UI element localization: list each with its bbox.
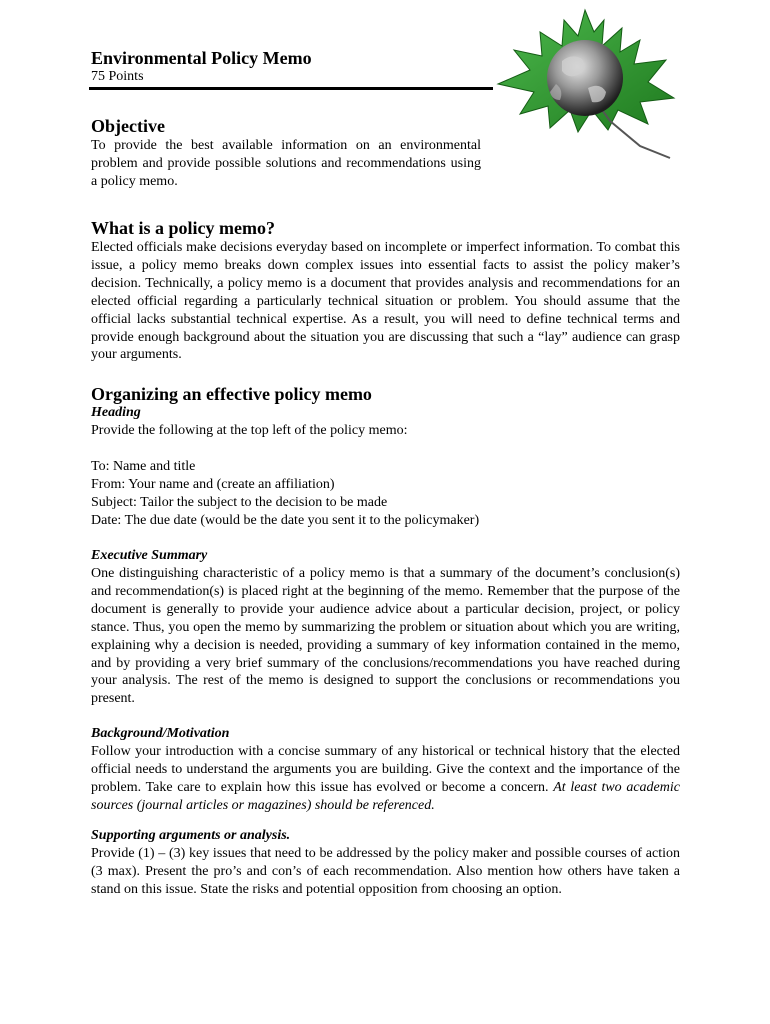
background-requirement: At least two academic sources (journal articles or magazines) should be referenced. <box>91 779 680 813</box>
supporting-subheading: Supporting arguments or analysis. <box>91 828 291 843</box>
what-is-text: Elected officials make decisions everyday based on incomplete or imperfect information. To combat this issue, a policy memo breaks down complex issues into essential facts to assist the policy maker’s decision. Technically, a policy memo is a document that provides analysis and recommendations for an elected official regarding a particularly technical situation or problem. You should assume that the official lacks substantial technical expertise. As a result, you will need to define technical terms and provide enough background about the situation you are discussing that such a “lay” audience can grasp your arguments. <box>91 240 680 363</box>
executive-summary-subheading: Executive Summary <box>91 548 208 563</box>
background-subheading: Background/Motivation <box>91 726 230 741</box>
list-item: From: Your name and (create an affiliation) <box>91 477 335 492</box>
list-item: Date: The due date (would be the date you sent it to the policymaker) <box>91 513 480 528</box>
organizing-heading: Organizing an effective policy memo <box>91 384 372 404</box>
heading-intro: Provide the following at the top left of the policy memo: <box>91 423 408 438</box>
supporting-text: Provide (1) – (3) key issues that need to be addressed by the policy maker and possible courses of action (3 max). Present the pro’s and con’s of each recommendation. Also mention how others have taken a stand on this issue. State the risks and potential opposition from choosing an option. <box>91 846 680 897</box>
title-divider <box>89 87 493 90</box>
leaf-globe-icon <box>490 6 680 166</box>
objective-text: To provide the best available information on an environmental problem and provide possible solutions and recommendations using a policy memo. <box>91 138 481 189</box>
objective-heading: Objective <box>91 116 165 136</box>
page-title: Environmental Policy Memo <box>91 48 312 68</box>
list-item: Subject: Tailor the subject to the decision to be made <box>91 495 388 510</box>
what-is-heading: What is a policy memo? <box>91 218 275 238</box>
executive-summary-text: One distinguishing characteristic of a policy memo is that a summary of the document’s conclusion(s) and recommendation(s) is placed right at the beginning of the memo. Remember that the purpose of the document is generally to provide your audience advice about a particular decision, project, or policy stance. Thus, you open the memo by summarizing the problem or situation about which you are writing, explaining why a decision is needed, providing a summary of key information contained in the memo, and by providing a very brief summary of the conclusions/recommendations you have reached during your analysis. The rest of the memo is designed to support the conclusions or recommendations you present. <box>91 566 680 707</box>
list-item: To: Name and title <box>91 459 196 474</box>
background-body: Follow your introduction with a concise summary of any historical or technical history that the elected official needs to understand the arguments you are building. Give the context and the importance of the problem. Take care to explain how this issue has evolved or become a concern. <box>91 744 680 795</box>
background-text <box>91 743 680 815</box>
heading-subheading: Heading <box>91 405 141 420</box>
points-label: 75 Points <box>91 69 144 84</box>
